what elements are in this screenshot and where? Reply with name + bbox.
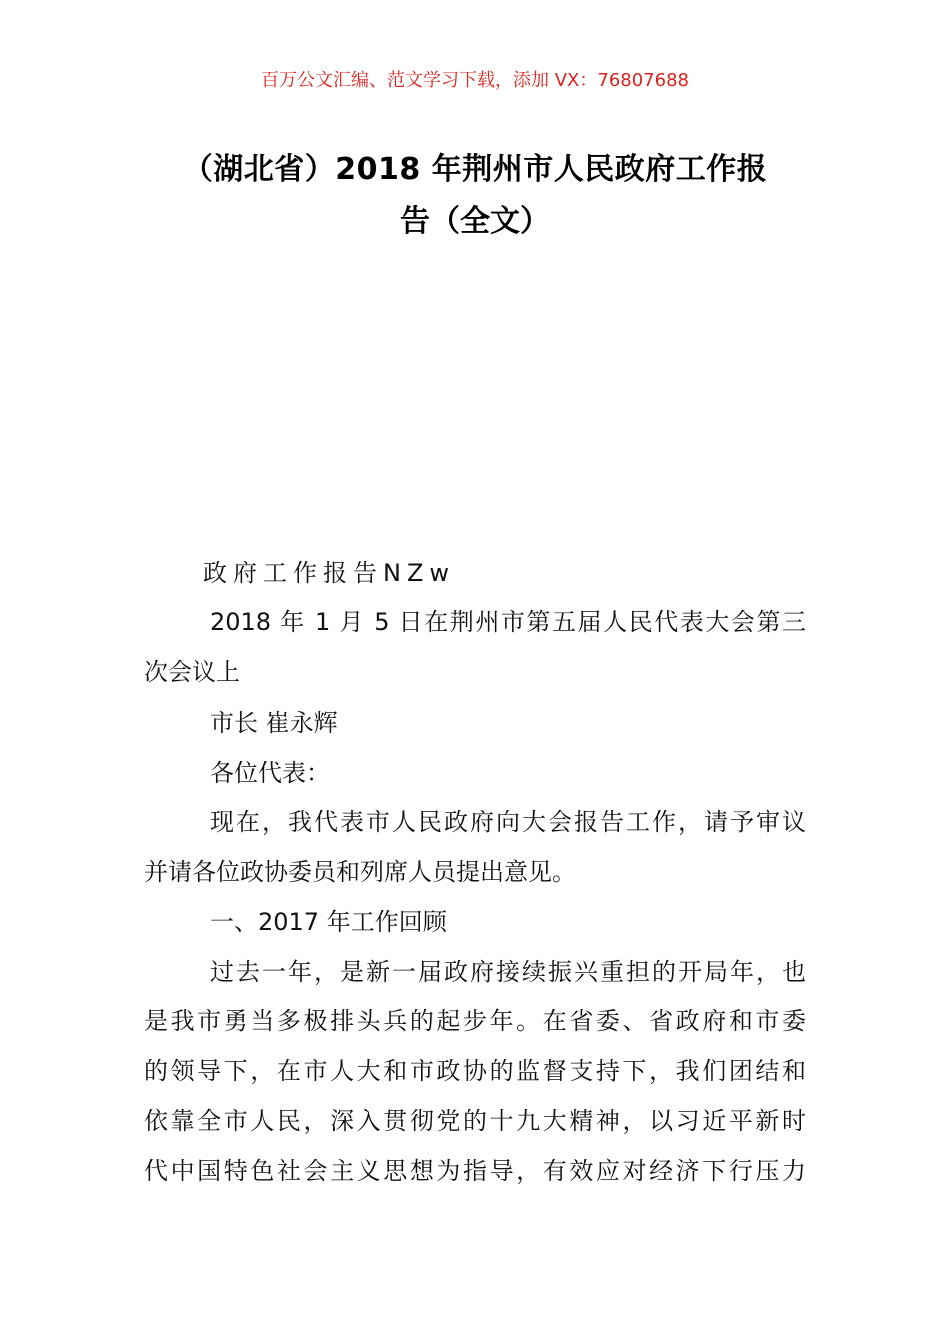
- document-title-line-2: 告（全文）: [400, 204, 550, 239]
- speaker-line: 市长 崔永辉: [210, 709, 338, 737]
- meeting-info-line-1: 2018 年 1 月 5 日在荆州市第五届人民代表大会第三: [210, 608, 806, 636]
- salutation: 各位代表：: [210, 759, 330, 787]
- paragraph-2-line-1: 过去一年，是新一届政府接续振兴重担的开局年，也: [210, 958, 806, 986]
- paragraph-1-line-1: 现在，我代表市人民政府向大会报告工作，请予审议: [210, 808, 806, 836]
- paragraph-2-line-5: 代中国特色社会主义思想为指导，有效应对经济下行压力: [144, 1157, 806, 1185]
- document-title-line-1: （湖北省）2018 年荆州市人民政府工作报: [182, 152, 768, 187]
- paragraph-2-line-4: 依靠全市人民，深入贯彻党的十九大精神，以习近平新时: [144, 1107, 806, 1135]
- section-heading-1: 一、2017 年工作回顾: [210, 908, 447, 936]
- paragraph-1-line-2: 并请各位政协委员和列席人员提出意见。: [144, 858, 576, 886]
- paragraph-2-line-2: 是我市勇当多极排头兵的起步年。在省委、省政府和市委: [144, 1007, 806, 1035]
- watermark-banner: 百万公文汇编、范文学习下载，添加 VX：76807688: [261, 70, 689, 91]
- paragraph-2-line-3: 的领导下，在市人大和市政协的监督支持下，我们团结和: [144, 1057, 806, 1085]
- meeting-info-line-2: 次会议上: [144, 658, 240, 686]
- report-heading: 政府工作报告NZw: [203, 559, 456, 587]
